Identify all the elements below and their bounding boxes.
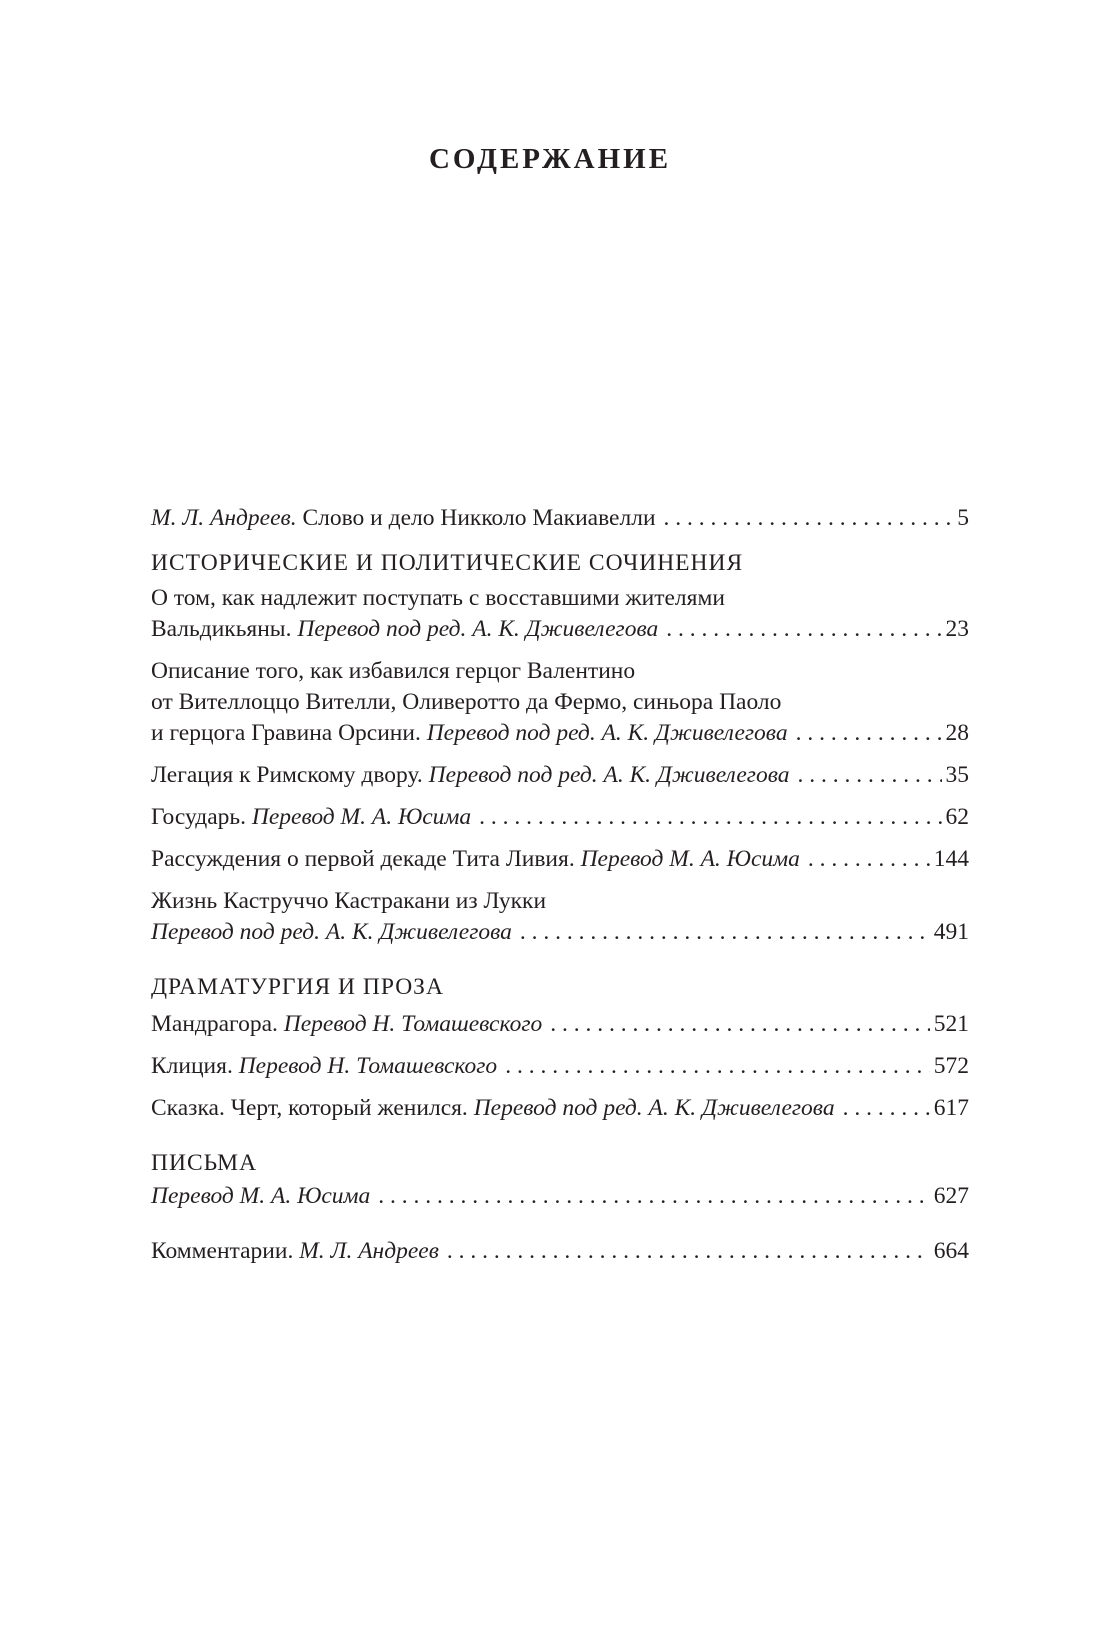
entry-author: М. Л. Андреев. [151, 505, 297, 531]
toc-entry[interactable] [151, 844, 969, 875]
page-number: 23 [945, 616, 969, 642]
entry-title: и герцога Гравина Орсини. Перевод под ред. А. К. Дживелегова [151, 720, 788, 746]
page-number: 5 [957, 505, 969, 531]
toc-entry-commentary[interactable] [151, 1236, 969, 1267]
entry-line: Жизнь Каструччо Кастракани из Лукки [151, 888, 547, 914]
entry-translator: Перевод Н. Томашевского [283, 1011, 543, 1037]
entry-title [151, 917, 512, 948]
entry-title: Вальдикьяны. Перевод под ред. А. К. Дживелегова [151, 616, 659, 642]
dot-leader [808, 844, 930, 875]
entry-title: Легация к Римскому двору. Перевод под ред. А. К. Дживелегова [151, 762, 790, 788]
entry-translator: Перевод под ред. А. К. Дживелегова [297, 616, 659, 642]
toc-entry[interactable] [151, 1181, 969, 1212]
entry-translator: Перевод М. А. Юсима [580, 846, 800, 872]
entry-translator: Перевод Н. Томашевского [238, 1053, 498, 1079]
entry-title: Рассуждения о первой декаде Тита Ливия. Перевод М. А. Юсима [151, 846, 800, 872]
dot-leader [447, 1236, 930, 1267]
page-number: 144 [933, 846, 969, 872]
page-number: 664 [933, 1238, 969, 1264]
entry-title: Мандрагора. Перевод Н. Томашевского [151, 1011, 543, 1037]
toc-entry[interactable] [151, 886, 969, 948]
section-heading-drama: ДРАМАТУРГИЯ И ПРОЗА [151, 974, 444, 1000]
entry-translator: Перевод М. А. Юсима [251, 804, 472, 830]
entry-translator: Перевод под ред. А. К. Дживелегова [473, 1095, 835, 1121]
entry-author: М. Л. Андреев [299, 1238, 439, 1264]
dot-leader [796, 718, 942, 749]
entry-title: Сказка. Черт, который женился. Перевод под ред. А. К. Дживелегова [151, 1095, 835, 1121]
dot-leader [378, 1181, 929, 1212]
page-number: 491 [933, 919, 969, 945]
dot-leader [505, 1051, 930, 1082]
entry-translator: Перевод под ред. А. К. Дживелегова [426, 720, 788, 746]
section-heading-letters: ПИСЬМА [151, 1150, 258, 1176]
entry-translator: Перевод М. А. Юсима [151, 1183, 371, 1209]
dot-leader [664, 503, 954, 534]
page-number: 28 [945, 720, 969, 746]
dot-leader [798, 760, 942, 791]
page-title: СОДЕРЖАНИЕ [428, 143, 672, 175]
toc-entry[interactable] [151, 656, 969, 749]
entry-line: от Вителлоццо Вителли, Оливеротто да Фермо, синьора Паоло [151, 689, 782, 715]
dot-leader [666, 614, 941, 645]
dot-leader [550, 1009, 929, 1040]
page-number: 572 [933, 1053, 969, 1079]
toc-entry[interactable] [151, 1093, 969, 1124]
toc-entry[interactable] [151, 1051, 969, 1082]
section-heading-historical: ИСТОРИЧЕСКИЕ И ПОЛИТИЧЕСКИЕ СОЧИНЕНИЯ [151, 550, 744, 576]
toc-entry-intro[interactable] [151, 503, 969, 534]
entry-title [151, 1181, 370, 1212]
entry-title [151, 503, 656, 534]
entry-title: Комментарии. М. Л. Андреев [151, 1238, 439, 1264]
toc-entry[interactable] [151, 583, 969, 645]
toc-entry[interactable] [151, 760, 969, 791]
entry-title: Клиция. Перевод Н. Томашевского [151, 1053, 498, 1079]
dot-leader [843, 1093, 930, 1124]
entry-line: Описание того, как избавился герцог Валентино [151, 658, 636, 684]
page-number: 627 [933, 1183, 969, 1209]
entry-text: Слово и дело Никколо Макиавелли [296, 505, 656, 531]
entry-translator: Перевод под ред. А. К. Дживелегова [428, 762, 790, 788]
page-number: 35 [945, 762, 969, 788]
entry-title: Государь. Перевод М. А. Юсима [151, 804, 472, 830]
table-of-contents [151, 503, 969, 1267]
toc-entry[interactable] [151, 1009, 969, 1040]
entry-line: О том, как надлежит поступать с восставшими жителями [151, 585, 725, 611]
page-number: 521 [933, 1011, 969, 1037]
page-number: 617 [933, 1095, 969, 1121]
entry-translator: Перевод под ред. А. К. Дживелегова [151, 919, 512, 945]
toc-entry[interactable] [151, 802, 969, 833]
dot-leader [479, 802, 941, 833]
page-number: 62 [945, 804, 969, 830]
dot-leader [520, 917, 930, 948]
